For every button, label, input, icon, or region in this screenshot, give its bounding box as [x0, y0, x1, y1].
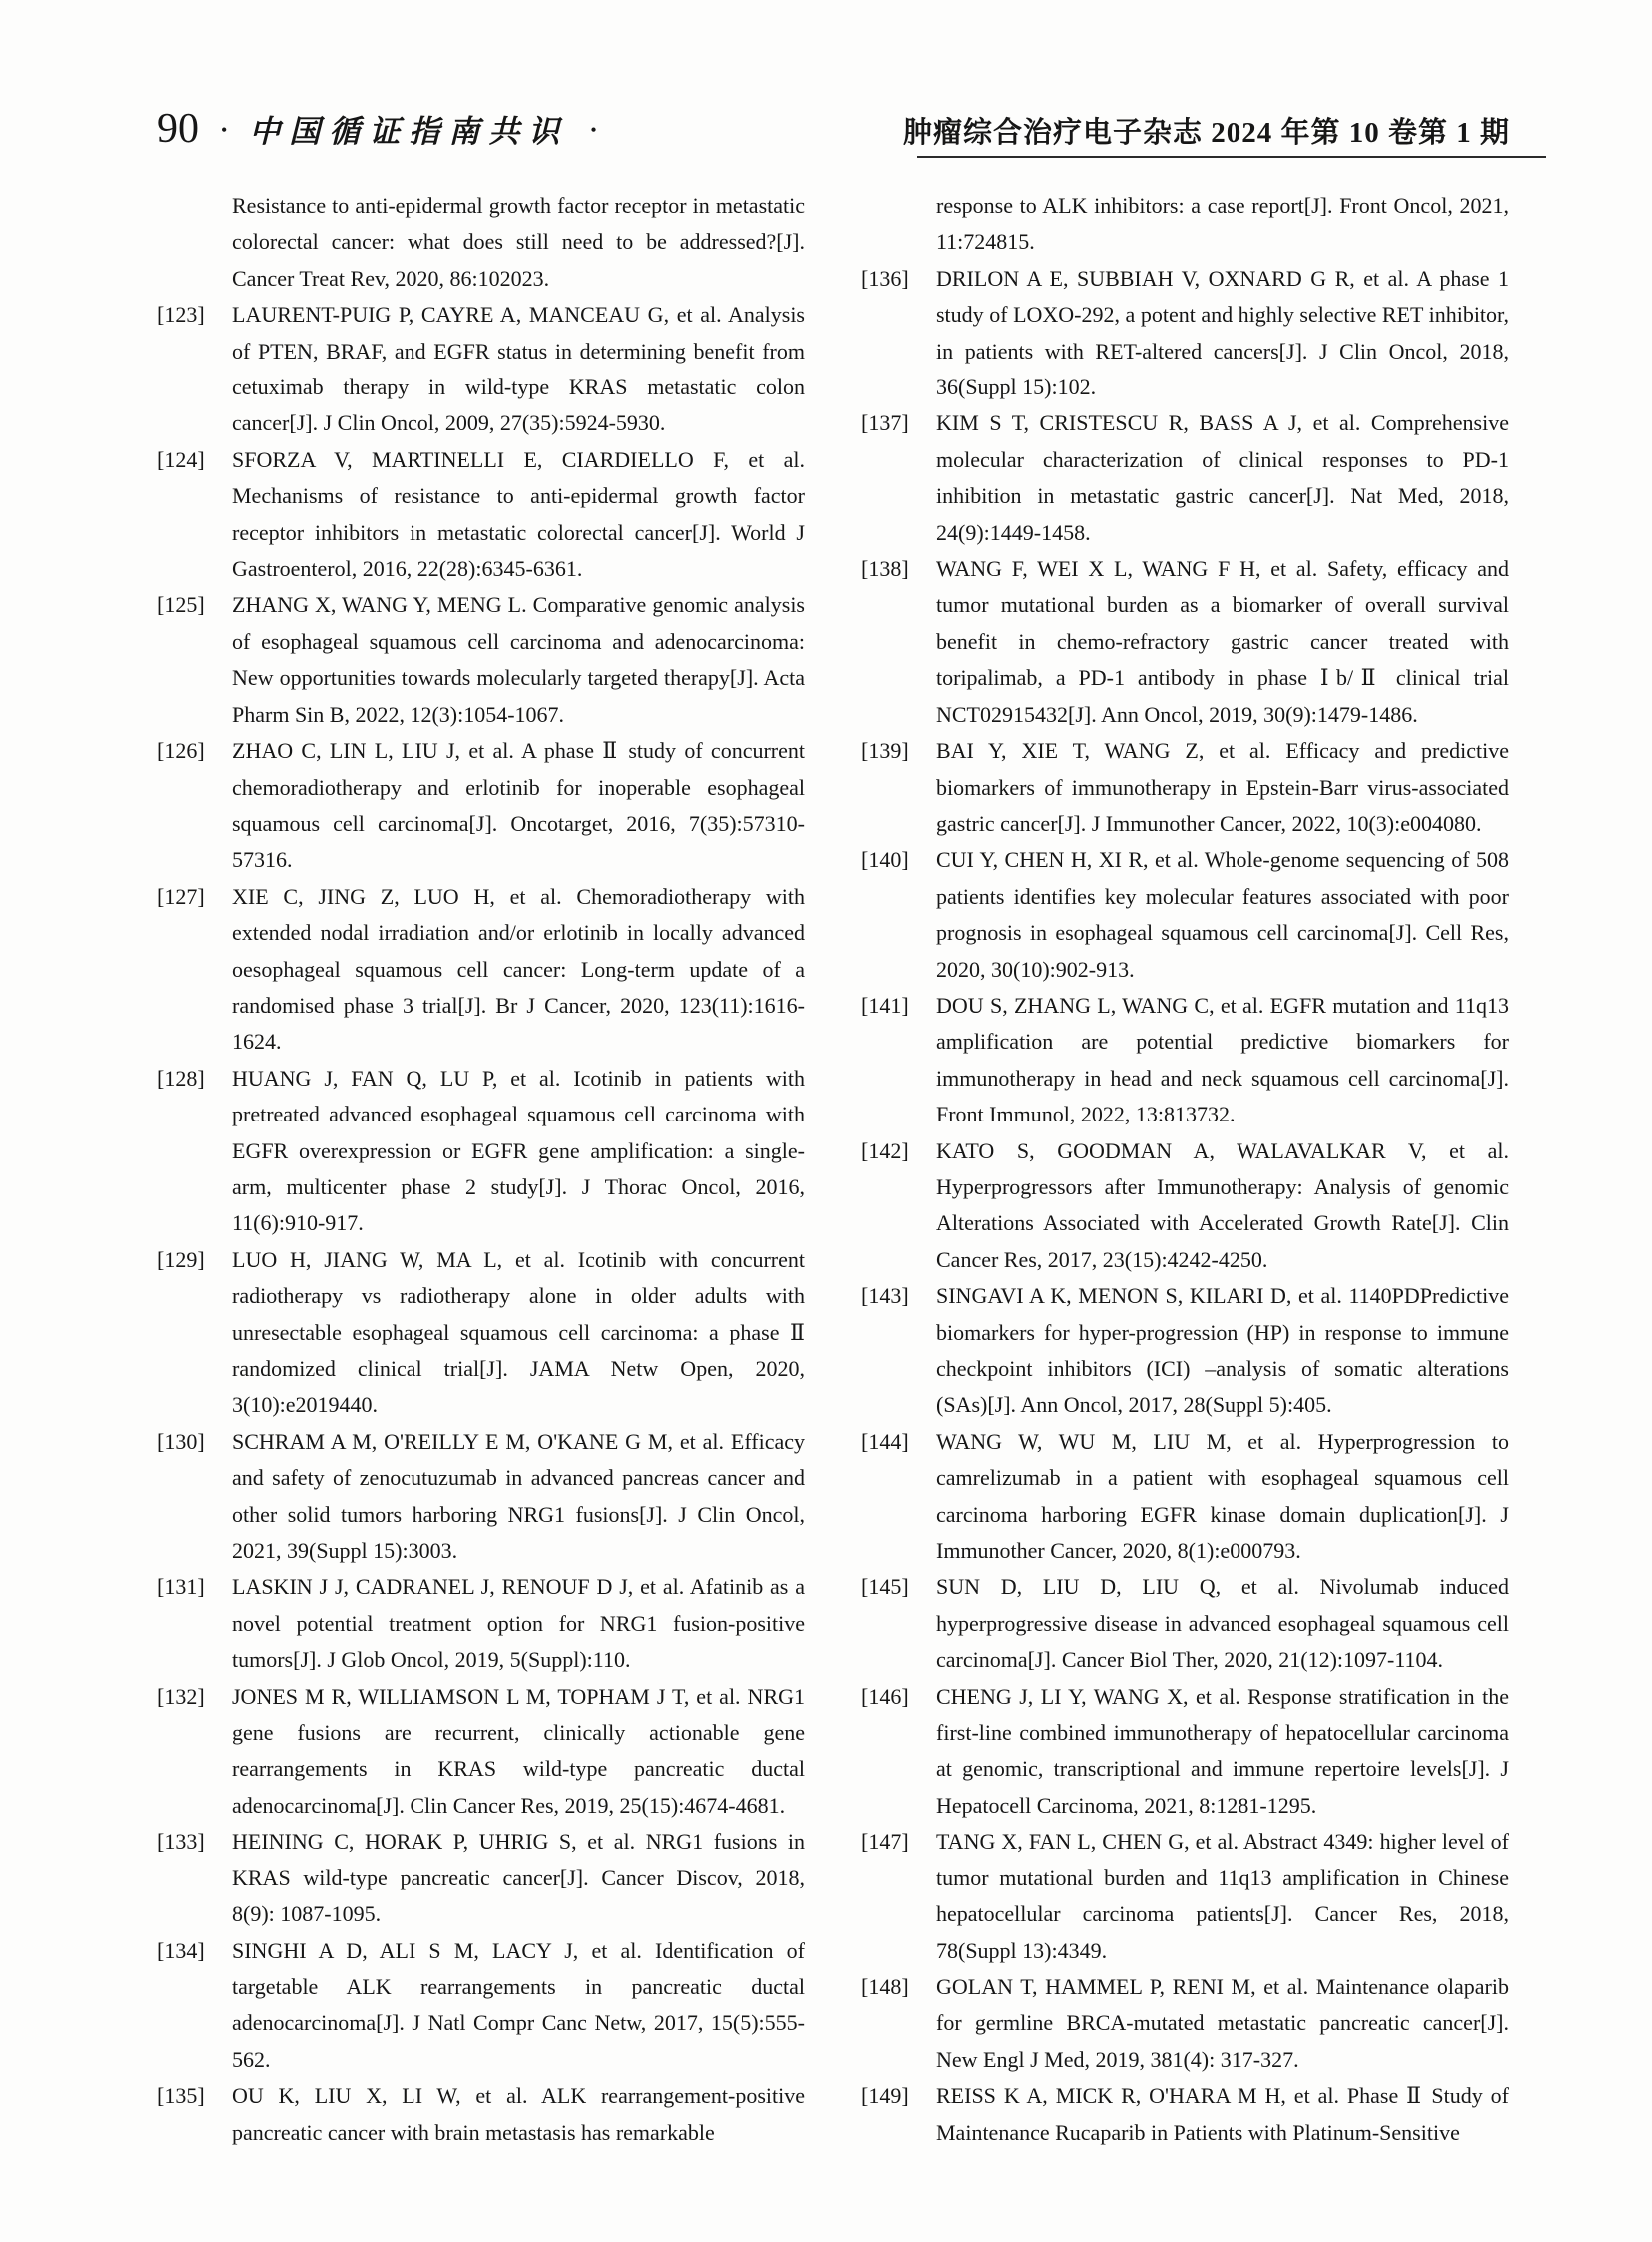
reference-number: [134] — [157, 1937, 205, 1963]
reference-number: [138] — [861, 556, 909, 582]
reference-entry — [861, 733, 1510, 842]
reference-entry — [861, 1278, 1510, 1424]
reference-text: CHENG J, LI Y, WANG X, et al. Response stratification in the first-line combined immunotherapy of hepatocellular carcinoma at genomic, transcriptional and immune repertoire levels[J]. J Hepatocell Carcinoma, 2021, 8:1281-1295. — [936, 1683, 1509, 1818]
reference-number: [139] — [861, 738, 909, 764]
reference-number: [130] — [157, 1428, 205, 1454]
reference-entry — [157, 1824, 806, 1932]
page-number: 90 — [157, 106, 199, 152]
reference-entry — [861, 1824, 1510, 1969]
reference-entry — [861, 1569, 1510, 1678]
reference-entry — [861, 261, 1510, 406]
reference-number: [145] — [861, 1574, 909, 1600]
reference-entry — [157, 1569, 806, 1678]
reference-text: SINGHI A D, ALI S M, LACY J, et al. Identification of targetable ALK rearrangements in pancreatic ductal adenocarcinoma[J]. J Natl Compr Canc Netw, 2017, 15(5):555-562. — [232, 1937, 805, 2072]
reference-number: [128] — [157, 1065, 205, 1091]
reference-entry — [861, 1424, 1510, 1570]
reference-number: [129] — [157, 1246, 205, 1272]
reference-text: REISS K A, MICK R, O'HARA M H, et al. Phase Ⅱ Study of Maintenance Rucaparib in Patients with Platinum-Sensitive — [936, 2083, 1509, 2145]
reference-text: WANG W, WU M, LIU M, et al. Hyperprogression to camrelizumab in a patient with esophageal squamous cell carcinoma harboring EGFR kinase domain duplication[J]. J Immunother Cancer, 2020, 8(1):e000793. — [936, 1428, 1509, 1564]
reference-number: [135] — [157, 2083, 205, 2109]
reference-entry — [861, 842, 1510, 988]
reference-text: CUI Y, CHEN H, XI R, et al. Whole-genome sequencing of 508 patients identifies key molecular features associated with poor prognosis in esophageal squamous cell carcinoma[J]. Cell Res, 2020, 30(10):902-913. — [936, 847, 1509, 982]
reference-number: [137] — [861, 410, 909, 436]
reference-text: LUO H, JIANG W, MA L, et al. Icotinib with concurrent radiotherapy vs radiotherapy alone in older adults with unresectable esophageal squamous cell carcinoma: a phase Ⅱ randomized clinical trial[J]. JAMA Netw Open, 2020, 3(10):e2019440. — [232, 1246, 805, 1418]
reference-text: HEINING C, HORAK P, UHRIG S, et al. NRG1 fusions in KRAS wild-type pancreatic cancer[J]. Cancer Discov, 2018, 8(9): 1087-1095. — [232, 1829, 805, 1927]
reference-number: [126] — [157, 738, 205, 764]
reference-entry — [157, 1933, 806, 2079]
reference-text: DRILON A E, SUBBIAH V, OXNARD G R, et al. A phase 1 study of LOXO-292, a potent and highly selective RET inhibitor, in patients with RET-altered cancers[J]. J Clin Oncol, 2018, 36(Suppl 15):102. — [936, 265, 1509, 400]
reference-entry — [861, 1679, 1510, 1825]
reference-text: ZHAO C, LIN L, LIU J, et al. A phase Ⅱ study of concurrent chemoradiotherapy and erlotinib for inoperable esophageal squamous cell carcinoma[J]. Oncotarget, 2016, 7(35):57310-57316. — [232, 738, 805, 873]
reference-entry — [157, 297, 806, 442]
reference-text: GOLAN T, HAMMEL P, RENI M, et al. Maintenance olaparib for germline BRCA-mutated metastatic pancreatic cancer[J]. New Engl J Med, 2019, 381(4): 317-327. — [936, 1973, 1509, 2072]
references-column-left — [157, 188, 806, 2151]
reference-text: OU K, LIU X, LI W, et al. ALK rearrangement-positive pancreatic cancer with brain metastasis has remarkable — [232, 2083, 805, 2145]
reference-entry — [861, 1133, 1510, 1279]
reference-text: SINGAVI A K, MENON S, KILARI D, et al. 1140PDPredictive biomarkers for hyper-progression (HP) in response to immune checkpoint inhibitors (ICI) –analysis of somatic alterations (SAs)[J]. Ann Oncol, 2017, 28(Suppl 5):405. — [936, 1283, 1509, 1418]
reference-number: [140] — [861, 847, 909, 873]
reference-entry — [157, 879, 806, 1061]
reference-text: KATO S, GOODMAN A, WALAVALKAR V, et al. Hyperprogressors after Immunotherapy: Analysis of genomic Alterations Associated with Accelerated Growth Rate[J]. Clin Cancer Res, 2017, 23(15):4242-4250. — [936, 1137, 1509, 1272]
header-left — [157, 108, 597, 150]
reference-number: [143] — [861, 1283, 909, 1309]
reference-number: [144] — [861, 1428, 909, 1454]
reference-text: XIE C, JING Z, LUO H, et al. Chemoradiotherapy with extended nodal irradiation and/or erlotinib in locally advanced oesophageal squamous cell cancer: Long-term update of a randomised phase 3 trial[J]. Br J Cancer, 2020, 123(11):1616-1624. — [232, 883, 805, 1055]
reference-entry — [157, 1679, 806, 1825]
reference-entry — [157, 1242, 806, 1424]
reference-text: SUN D, LIU D, LIU Q, et al. Nivolumab induced hyperprogressive disease in advanced esophageal squamous cell carcinoma[J]. Cancer Biol Ther, 2020, 21(12):1097-1104. — [936, 1574, 1509, 1673]
header-rule — [917, 156, 1546, 158]
reference-text: BAI Y, XIE T, WANG Z, et al. Efficacy and predictive biomarkers of immunotherapy in Epstein-Barr virus-associated gastric cancer[J]. J Immunother Cancer, 2022, 10(3):e004080. — [936, 738, 1509, 836]
reference-text: Resistance to anti-epidermal growth factor receptor in metastatic colorectal cancer: what does still need to be addressed?[J]. Cancer Treat Rev, 2020, 86:102023. — [232, 193, 805, 291]
reference-number: [132] — [157, 1683, 205, 1709]
page-header — [0, 96, 1652, 160]
reference-number: [142] — [861, 1137, 909, 1163]
journal-issue-title: 肿瘤综合治疗电子杂志 2024 年第 10 卷第 1 期 — [902, 117, 1510, 149]
reference-text: JONES M R, WILLIAMSON L M, TOPHAM J T, et al. NRG1 gene fusions are recurrent, clinically actionable gene rearrangements in KRAS wild-type pancreatic ductal adenocarcinoma[J]. Clin Cancer Res, 2019, 25(15):4674-4681. — [232, 1683, 805, 1818]
reference-number: [147] — [861, 1829, 909, 1855]
reference-entry — [157, 188, 806, 297]
reference-number: [133] — [157, 1829, 205, 1855]
reference-entry — [861, 405, 1510, 551]
reference-text: SFORZA V, MARTINELLI E, CIARDIELLO F, et al. Mechanisms of resistance to anti-epidermal growth factor receptor inhibitors in metastatic colorectal cancer[J]. World J Gastroenterol, 2016, 22(28):6345-6361. — [232, 446, 805, 582]
bullet-icon: • — [221, 120, 228, 140]
reference-text: HUANG J, FAN Q, LU P, et al. Icotinib in patients with pretreated advanced esophageal squamous cell carcinoma with EGFR overexpression or EGFR gene amplification: a single-arm, multicenter phase 2 study[J]. J Thorac Oncol, 2016, 11(6):910-917. — [232, 1065, 805, 1236]
reference-entry — [157, 1424, 806, 1570]
reference-entry — [157, 1061, 806, 1242]
reference-entry — [861, 1969, 1510, 2078]
reference-text: TANG X, FAN L, CHEN G, et al. Abstract 4349: higher level of tumor mutational burden and 11q13 amplification in Chinese hepatocellular carcinoma patients[J]. Cancer Res, 2018, 78(Suppl 13):4349. — [936, 1829, 1509, 1963]
reference-text: LAURENT-PUIG P, CAYRE A, MANCEAU G, et al. Analysis of PTEN, BRAF, and EGFR status in determining benefit from cetuximab therapy in wild-type KRAS metastatic colon cancer[J]. J Clin Oncol, 2009, 27(35):5924-5930. — [232, 302, 805, 436]
reference-entry — [861, 988, 1510, 1133]
reference-number: [125] — [157, 592, 205, 618]
reference-text: LASKIN J J, CADRANEL J, RENOUF D J, et al. Afatinib as a novel potential treatment option for NRG1 fusion-positive tumors[J]. J Glob Oncol, 2019, 5(Suppl):110. — [232, 1574, 805, 1673]
reference-entry — [157, 587, 806, 733]
reference-text: ZHANG X, WANG Y, MENG L. Comparative genomic analysis of esophageal squamous cell carcinoma and adenocarcinoma: New opportunities towards molecularly targeted therapy[J]. Acta Pharm Sin B, 2022, 12(3):1054-1067. — [232, 592, 805, 727]
reference-number: [124] — [157, 446, 205, 472]
reference-number: [136] — [861, 265, 909, 291]
reference-text: SCHRAM A M, O'REILLY E M, O'KANE G M, et al. Efficacy and safety of zenocutuzumab in advanced pancreas cancer and other solid tumors harboring NRG1 fusions[J]. J Clin Oncol, 2021, 39(Suppl 15):3003. — [232, 1428, 805, 1564]
reference-text: DOU S, ZHANG L, WANG C, et al. EGFR mutation and 11q13 amplification are potential predictive biomarkers for immunotherapy in head and neck squamous cell carcinoma[J]. Front Immunol, 2022, 13:813732. — [936, 992, 1509, 1127]
reference-number: [127] — [157, 883, 205, 909]
reference-entry — [157, 442, 806, 588]
reference-number: [149] — [861, 2083, 909, 2109]
journal-section-title: 中国循证指南共识 — [249, 114, 569, 149]
reference-text: WANG F, WEI X L, WANG F H, et al. Safety, efficacy and tumor mutational burden as a biomarker of overall survival benefit in chemo-refractory gastric cancer treated with toripalimab, a PD-1 antibody in phase Ⅰb/Ⅱ clinical trial NCT02915432[J]. Ann Oncol, 2019, 30(9):1479-1486. — [936, 556, 1509, 727]
reference-entry — [157, 2078, 806, 2151]
references-column-right — [861, 188, 1510, 2151]
reference-entry — [861, 188, 1510, 261]
reference-number: [148] — [861, 1973, 909, 1999]
bullet-icon: • — [590, 120, 597, 140]
reference-number: [141] — [861, 992, 909, 1018]
reference-text: response to ALK inhibitors: a case report[J]. Front Oncol, 2021, 11:724815. — [936, 193, 1509, 255]
reference-entry — [861, 2078, 1510, 2151]
reference-number: [146] — [861, 1683, 909, 1709]
reference-entry — [861, 551, 1510, 733]
reference-number: [131] — [157, 1574, 205, 1600]
reference-number: [123] — [157, 302, 205, 328]
reference-entry — [157, 733, 806, 879]
reference-text: KIM S T, CRISTESCU R, BASS A J, et al. Comprehensive molecular characterization of clinical responses to PD-1 inhibition in metastatic gastric cancer[J]. Nat Med, 2018, 24(9):1449-1458. — [936, 410, 1509, 545]
